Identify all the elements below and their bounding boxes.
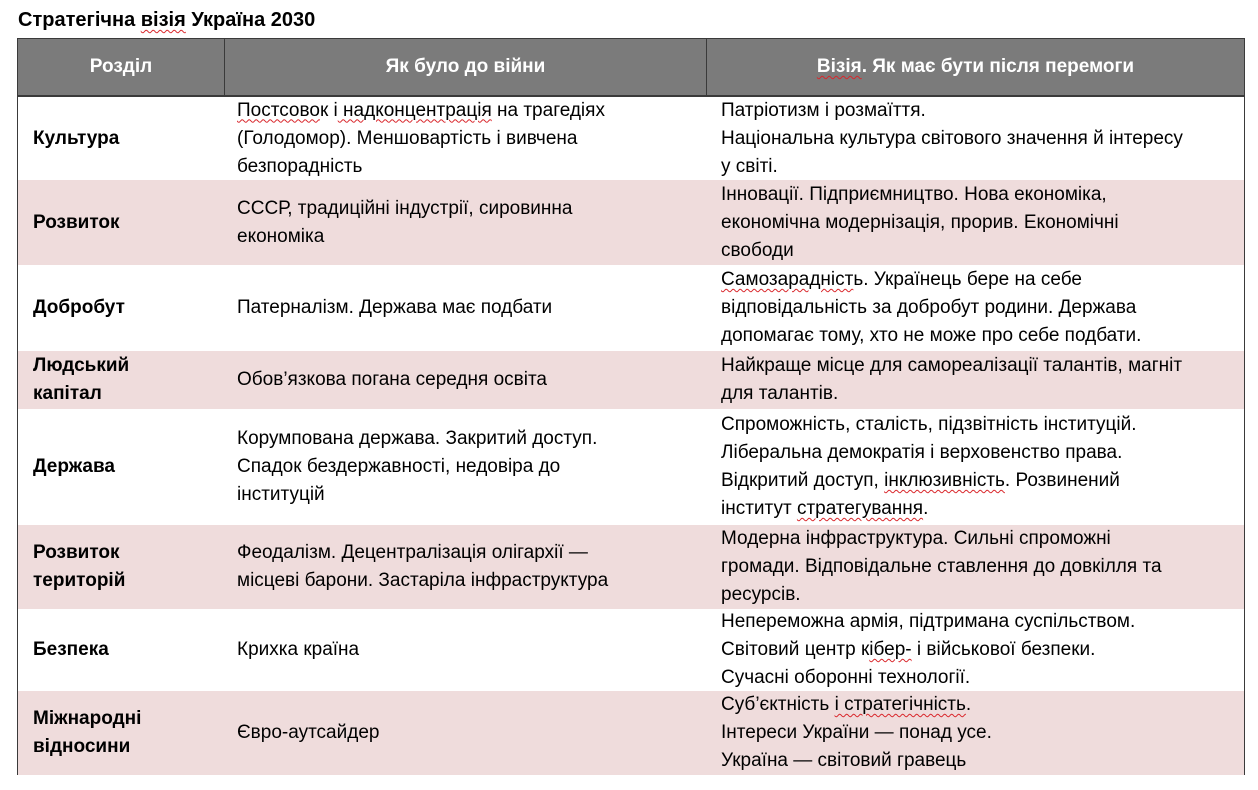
cell-line: Спроможність, сталість, підзвітність інституцій.	[721, 414, 1137, 435]
cell-line: капітал	[33, 383, 102, 404]
cell-line: Самозарадність. Українець бере на себе	[721, 269, 1082, 290]
table-row	[18, 351, 1244, 409]
table-row	[18, 265, 1244, 351]
vision-cell	[721, 97, 1243, 180]
cell-line: Ліберальна демократія і верховенство права.	[721, 442, 1123, 463]
cell-line: Крихка країна	[237, 639, 360, 660]
table-row	[18, 409, 1244, 525]
cell-line: місцеві барони. Застаріла інфраструктура	[237, 570, 609, 591]
section-cell	[33, 525, 223, 609]
cell-line: Інтереси України — понад усе.	[721, 722, 992, 743]
before-war-cell	[237, 609, 697, 691]
before-war-cell	[237, 265, 697, 351]
before-war-cell	[237, 691, 697, 775]
vision-cell	[721, 409, 1243, 525]
cell-line: Держава	[33, 456, 115, 477]
cell-line: Непереможна армія, підтримана суспільством.	[721, 611, 1136, 632]
before-war-cell	[237, 409, 697, 525]
cell-line: Світовий центр кібер- і військової безпеки.	[721, 639, 1096, 660]
cell-line: Культура	[33, 127, 120, 149]
vision-cell	[721, 265, 1243, 351]
cell-line: для талантів.	[721, 383, 839, 404]
cell-line: Патерналізм. Держава має подбати	[237, 297, 553, 318]
cell-line: Модерна інфраструктура. Сильні спроможні	[721, 528, 1111, 549]
vision-cell	[721, 180, 1243, 265]
cell-line: інститут стратегування.	[721, 498, 929, 519]
vision-cell	[721, 351, 1243, 409]
cell-line: Добробут	[33, 297, 125, 318]
cell-line: відносини	[33, 736, 131, 757]
cell-line: Найкраще місце для самореалізації талантів, магніт	[721, 355, 1183, 376]
section-cell	[33, 409, 223, 525]
cell-line: Сучасні оборонні технології.	[721, 667, 971, 688]
cell-line: ресурсів.	[721, 584, 801, 605]
vision-cell	[721, 525, 1243, 609]
cell-line: Розвиток	[33, 542, 120, 563]
cell-line: Людський	[33, 355, 130, 376]
before-war-cell	[237, 525, 697, 609]
cell-line: територій	[33, 570, 126, 591]
header-section: Розділ	[18, 39, 225, 95]
cell-line: Інновації. Підприємництво. Нова економіка,	[721, 183, 1107, 205]
cell-line: Україна — світовий гравець	[721, 750, 967, 771]
cell-line: Відкритий доступ, інклюзивність. Розвинений	[721, 470, 1120, 491]
before-war-cell	[237, 97, 697, 180]
cell-line: Феодалізм. Децентралізація олігархії —	[237, 542, 588, 563]
before-war-cell	[237, 351, 697, 409]
cell-line: (Голодомор). Меншовартість і вивчена	[237, 127, 578, 149]
cell-line: Патріотизм і розмаїття.	[721, 99, 926, 121]
cell-line: Обов’язкова погана середня освіта	[237, 369, 548, 390]
cell-line: Міжнародні	[33, 708, 142, 729]
cell-line: громади. Відповідальне ставлення до довкілля та	[721, 556, 1162, 577]
section-cell	[33, 180, 223, 265]
section-cell	[33, 97, 223, 180]
cell-line: Розвиток	[33, 211, 120, 233]
cell-line: СССР, традиційні індустрії, сировинна	[237, 197, 573, 219]
table-row	[18, 180, 1244, 265]
cell-line: безпорадність	[237, 155, 363, 177]
table-row	[18, 609, 1244, 691]
section-cell	[33, 609, 223, 691]
section-cell	[33, 265, 223, 351]
document-title: Стратегічна візія Україна 2030	[18, 9, 316, 31]
header-before-war: Як було до війни	[225, 39, 707, 95]
cell-line: Євро-аутсайдер	[237, 722, 380, 743]
cell-line: у світі.	[721, 155, 778, 177]
cell-line: Постсовок і надконцентрація на трагедіях	[237, 99, 605, 121]
cell-line: інституцій	[237, 484, 325, 505]
cell-line: Спадок бездержавності, недовіра до	[237, 456, 561, 477]
vision-cell	[721, 691, 1243, 775]
cell-line: відповідальність за добробут родини. Держава	[721, 297, 1137, 318]
vision-cell	[721, 609, 1243, 691]
vision-table	[17, 38, 1245, 775]
cell-line: Корумпована держава. Закритий доступ.	[237, 428, 598, 449]
table-header-row	[18, 39, 1244, 97]
cell-line: економічна модернізація, прорив. Економічні	[721, 211, 1119, 233]
header-vision: Візія . Як має бути після перемоги	[816, 56, 1135, 77]
section-cell	[33, 691, 223, 775]
cell-line: Національна культура світового значення й інтересу	[721, 127, 1183, 149]
table-row	[18, 97, 1244, 180]
before-war-cell	[237, 180, 697, 265]
cell-line: допомагає тому, хто не може про себе подбати.	[721, 325, 1142, 346]
cell-line: Безпека	[33, 639, 109, 660]
table-row	[18, 691, 1244, 775]
cell-line: економіка	[237, 225, 325, 247]
cell-line: Суб’єктність і стратегічність.	[721, 694, 972, 715]
cell-line: свободи	[721, 239, 794, 261]
section-cell	[33, 351, 223, 409]
table-row	[18, 525, 1244, 609]
